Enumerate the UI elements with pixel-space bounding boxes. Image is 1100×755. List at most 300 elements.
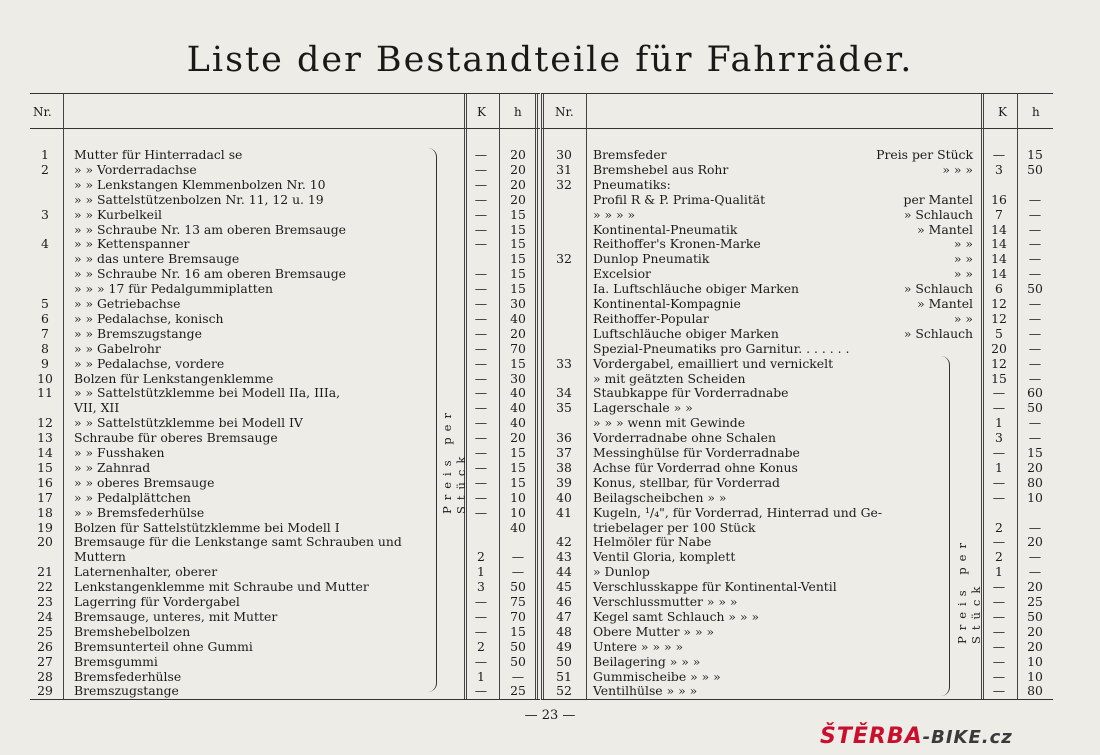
row-price-h: 15	[510, 221, 526, 237]
row-description: Bolzen für Lenkstangenklemme	[74, 370, 274, 386]
row-price-h: 50	[1027, 281, 1043, 297]
row-price-h: 20	[510, 176, 526, 192]
row-number: 19	[37, 519, 53, 535]
row-price-h: 60	[1027, 385, 1043, 401]
row-description: » » Pedalachse, vordere	[74, 355, 225, 371]
row-number: 2	[41, 161, 49, 177]
row-price-h: —	[1028, 340, 1042, 356]
row-price-k: —	[474, 355, 488, 371]
row-description: » » » »	[593, 206, 636, 222]
row-price-h: —	[1028, 221, 1042, 237]
row-number: 8	[41, 340, 49, 356]
table-row	[541, 445, 1053, 460]
row-description: Reithoffer-Popular	[593, 310, 709, 326]
table-row	[541, 207, 1053, 222]
row-price-h: 10	[1027, 653, 1043, 669]
row-price-h: 15	[510, 474, 526, 490]
parts-table-right	[541, 93, 1053, 700]
row-price-k: 15	[991, 370, 1007, 386]
row-description: Kontinental-Kompagnie	[593, 296, 741, 311]
row-price-h: 20	[1027, 459, 1043, 475]
row-price-h: 15	[510, 266, 526, 282]
row-number: 38	[556, 459, 572, 475]
row-number: 34	[556, 385, 572, 401]
row-price-k: —	[474, 221, 488, 237]
row-description: » » Pedalachse, konisch	[74, 310, 224, 326]
row-price-h: 40	[510, 310, 526, 326]
table-row	[541, 192, 1053, 207]
row-number: 47	[556, 608, 572, 624]
header-nr: Nr.	[555, 105, 574, 119]
header-k: K	[477, 105, 486, 119]
row-description: » » oberes Bremsauge	[74, 474, 215, 490]
row-price-unit: Preis per Stück	[876, 147, 973, 162]
row-price-h: 15	[510, 445, 526, 460]
table-row	[541, 490, 1053, 505]
row-number: 37	[556, 445, 572, 460]
row-description: » » Gabelrohr	[74, 340, 161, 356]
row-price-h: 10	[1027, 668, 1043, 684]
row-price-k: 3	[995, 161, 1003, 177]
table-row	[30, 207, 540, 222]
row-price-k: 1	[995, 564, 1003, 580]
row-price-h: 50	[1027, 608, 1043, 624]
row-price-h: 20	[1027, 534, 1043, 550]
row-price-unit: » »	[953, 236, 973, 252]
row-price-unit: » Mantel	[917, 296, 973, 311]
row-number: 16	[37, 474, 53, 490]
table-row	[541, 177, 1053, 192]
row-price-h: —	[1028, 430, 1042, 446]
table-row	[541, 236, 1053, 251]
row-number: 30	[556, 147, 572, 162]
header-h: h	[1032, 105, 1040, 119]
row-price-k: —	[474, 474, 488, 490]
row-number: 32	[556, 251, 572, 267]
row-description: Dunlop Pneumatik	[593, 251, 710, 267]
row-number: 42	[556, 534, 572, 550]
row-price-k: —	[992, 638, 1006, 654]
table-row	[541, 371, 1053, 386]
row-number: 6	[41, 310, 49, 326]
row-description: » » Kurbelkeil	[74, 206, 162, 222]
parts-table-left	[30, 93, 540, 700]
row-price-k: —	[992, 653, 1006, 669]
row-number: 9	[41, 355, 49, 371]
row-price-k: 3	[477, 579, 485, 595]
watermark-part2: -BIKE.cz	[922, 727, 1013, 748]
row-number: 1	[41, 147, 49, 162]
row-number: 10	[37, 370, 53, 386]
row-number: 4	[41, 236, 49, 252]
row-price-h: 75	[510, 594, 526, 609]
row-description: Lagerschale » »	[593, 400, 693, 416]
row-price-h: 15	[510, 459, 526, 475]
table-row	[541, 266, 1053, 281]
table-row	[541, 534, 1053, 549]
row-description: » » Vorderradachse	[74, 161, 197, 177]
row-price-k: —	[474, 325, 488, 341]
row-price-k: —	[474, 161, 488, 177]
row-price-k: 1	[995, 459, 1003, 475]
row-number: 50	[556, 653, 572, 669]
row-price-k: 20	[991, 340, 1007, 356]
row-price-k: —	[992, 623, 1006, 639]
row-price-h: —	[1028, 415, 1042, 431]
row-number: 14	[37, 445, 53, 460]
row-description: VII, XII	[74, 400, 120, 416]
table-row	[541, 609, 1053, 624]
row-description: Profil R & P. Prima-Qualität	[593, 191, 766, 207]
row-price-h: 50	[1027, 400, 1043, 416]
table-row	[541, 385, 1053, 400]
row-price-h: 20	[510, 325, 526, 341]
row-description: » » Schraube Nr. 13 am oberen Bremsauge	[74, 221, 347, 237]
row-number: 52	[556, 683, 572, 699]
row-price-h: 20	[510, 191, 526, 207]
row-price-k: 14	[991, 221, 1007, 237]
row-price-k: 14	[991, 236, 1007, 252]
table-row	[541, 341, 1053, 356]
row-price-k: 2	[477, 638, 485, 654]
row-description: Excelsior	[593, 266, 651, 282]
row-description: Beilagering » » »	[593, 653, 701, 669]
row-number: 44	[556, 564, 572, 580]
table-row	[30, 624, 540, 639]
row-price-k: —	[992, 608, 1006, 624]
row-price-unit: » Mantel	[917, 221, 973, 237]
row-price-h: 15	[510, 251, 526, 267]
table-row	[30, 311, 540, 326]
row-number: 26	[37, 638, 53, 654]
row-price-h: 20	[1027, 638, 1043, 654]
row-price-k: —	[992, 445, 1006, 460]
row-price-k: —	[474, 430, 488, 446]
table-row	[30, 177, 540, 192]
row-number: 18	[37, 504, 53, 520]
row-price-h: —	[1028, 310, 1042, 326]
table-row	[30, 505, 540, 520]
table-row	[30, 341, 540, 356]
table-row	[541, 222, 1053, 237]
row-price-h: —	[1028, 564, 1042, 580]
table-row	[30, 534, 540, 549]
row-price-k: 3	[995, 430, 1003, 446]
row-price-k: —	[474, 459, 488, 475]
row-description: Konus, stellbar, für Vorderrad	[593, 474, 780, 490]
row-number: 23	[37, 594, 53, 609]
row-price-k: —	[992, 594, 1006, 609]
row-number: 43	[556, 549, 572, 565]
row-description: Verschlussmutter » » »	[593, 594, 738, 609]
row-price-unit: » » »	[942, 161, 973, 177]
row-number: 13	[37, 430, 53, 446]
price-note: Preis per Stück	[955, 537, 983, 644]
table-row	[541, 326, 1053, 341]
row-price-h: —	[1028, 370, 1042, 386]
row-number: 22	[37, 579, 53, 595]
page-number: — 23 —	[524, 708, 576, 723]
table-row	[30, 520, 540, 535]
row-price-k: 1	[477, 564, 485, 580]
row-description: Lenkstangenklemme mit Schraube und Mutter	[74, 579, 369, 595]
table-row	[30, 475, 540, 490]
row-number: 51	[556, 668, 572, 684]
table-row	[30, 400, 540, 415]
row-description: Bremsauge für die Lenkstange samt Schrauben und	[74, 534, 402, 550]
row-price-k: 2	[995, 549, 1003, 565]
row-description: Bremsfederhülse	[74, 668, 182, 684]
row-number: 15	[37, 459, 53, 475]
table-header	[541, 94, 1053, 129]
row-price-k: —	[474, 310, 488, 326]
row-price-h: 15	[510, 623, 526, 639]
row-price-h: 20	[1027, 623, 1043, 639]
row-price-h: —	[511, 668, 525, 684]
table-row	[30, 266, 540, 281]
row-price-k: —	[474, 191, 488, 207]
table-row	[30, 371, 540, 386]
row-price-h: 40	[510, 400, 526, 416]
row-number: 49	[556, 638, 572, 654]
row-price-k: —	[474, 281, 488, 297]
table-row	[541, 683, 1053, 698]
table-row	[30, 654, 540, 669]
row-description: Beilagscheibchen » »	[593, 489, 727, 505]
table-row	[541, 356, 1053, 371]
table-row	[541, 564, 1053, 579]
row-number: 5	[41, 296, 49, 311]
row-number: 48	[556, 623, 572, 639]
header-nr: Nr.	[33, 105, 52, 119]
row-price-h: 15	[510, 236, 526, 252]
row-description: » » Bremsfederhülse	[74, 504, 205, 520]
row-price-k: —	[474, 147, 488, 162]
row-price-h: 40	[510, 385, 526, 401]
row-price-k: —	[992, 474, 1006, 490]
row-description: Mutter für Hinterradacl se	[74, 147, 243, 162]
row-description: Ventil Gloria, komplett	[593, 549, 736, 565]
table-row	[30, 356, 540, 371]
row-price-h: 50	[1027, 161, 1043, 177]
row-price-k: —	[474, 266, 488, 282]
row-price-unit: » Schlauch	[903, 325, 973, 341]
row-price-h: 10	[510, 489, 526, 505]
row-description: » » Pedalplättchen	[74, 489, 191, 505]
row-price-h: —	[1028, 296, 1042, 311]
row-description: » » Lenkstangen Klemmenbolzen Nr. 10	[74, 176, 326, 192]
table-row	[30, 460, 540, 475]
row-description: Schraube für oberes Bremsauge	[74, 430, 278, 446]
row-description: » mit geätzten Scheiden	[593, 370, 746, 386]
row-number: 20	[37, 534, 53, 550]
row-number: 11	[37, 385, 53, 401]
row-description: » » Kettenspanner	[74, 236, 190, 252]
row-description: Staubkappe für Vorderradnabe	[593, 385, 789, 401]
row-price-h: —	[1028, 325, 1042, 341]
row-price-unit: per Mantel	[903, 191, 973, 207]
row-price-h: 80	[1027, 474, 1043, 490]
row-price-unit: » Schlauch	[903, 206, 973, 222]
row-description: Achse für Vorderrad ohne Konus	[593, 459, 798, 475]
row-price-k: —	[474, 236, 488, 252]
row-number: 28	[37, 668, 53, 684]
row-description: Pneumatiks:	[593, 176, 671, 192]
row-description: Kegel samt Schlauch » » »	[593, 608, 760, 624]
row-price-k: —	[992, 668, 1006, 684]
table-row	[30, 549, 540, 564]
row-description: » » Fusshaken	[74, 445, 165, 460]
table-row	[541, 162, 1053, 177]
row-description: » » Sattelstützklemme bei Modell IV	[74, 415, 303, 431]
table-row	[30, 296, 540, 311]
row-price-h: —	[1028, 355, 1042, 371]
table-row	[541, 415, 1053, 430]
row-price-k: —	[474, 206, 488, 222]
row-price-h: —	[1028, 519, 1042, 535]
row-price-k: 14	[991, 266, 1007, 282]
table-row	[30, 162, 540, 177]
row-price-k: —	[474, 370, 488, 386]
row-price-h: 15	[510, 355, 526, 371]
table-row	[30, 236, 540, 251]
row-number: 3	[41, 206, 49, 222]
row-description: » » Bremszugstange	[74, 325, 202, 341]
row-number: 33	[556, 355, 572, 371]
row-price-k: 12	[991, 310, 1007, 326]
header-h: h	[514, 105, 522, 119]
row-number: 39	[556, 474, 572, 490]
row-description: Bremshebelbolzen	[74, 623, 191, 639]
table-row	[30, 579, 540, 594]
row-description: Bremsunterteil ohne Gummi	[74, 638, 253, 654]
table-row	[541, 549, 1053, 564]
row-price-h: 70	[510, 608, 526, 624]
row-price-k: 12	[991, 355, 1007, 371]
row-price-k: 6	[995, 281, 1003, 297]
table-row	[541, 296, 1053, 311]
row-number: 31	[556, 161, 572, 177]
row-description: Bolzen für Sattelstützklemme bei Modell I	[74, 519, 340, 535]
row-description: Bremszugstange	[74, 683, 179, 699]
row-price-k: —	[474, 385, 488, 401]
row-description: Vordergabel, emailliert und vernickelt	[593, 355, 834, 371]
table-row	[30, 147, 540, 162]
row-price-k: —	[474, 296, 488, 311]
row-price-k: —	[474, 489, 488, 505]
row-number: 36	[556, 430, 572, 446]
row-description: Spezial-Pneumatiks pro Garnitur. . . . . . .	[593, 340, 850, 356]
row-price-k: —	[474, 504, 488, 520]
table-row	[541, 430, 1053, 445]
row-price-k: —	[474, 653, 488, 669]
row-description: » » Zahnrad	[74, 459, 151, 475]
row-number: 29	[37, 683, 53, 699]
row-price-unit: » »	[953, 266, 973, 282]
row-price-h: —	[1028, 236, 1042, 252]
watermark-part1: ŠTĚRBA	[820, 724, 923, 749]
row-price-k: 2	[477, 549, 485, 565]
table-row	[30, 192, 540, 207]
table-row	[30, 326, 540, 341]
row-description: Lagerring für Vordergabel	[74, 594, 240, 609]
row-price-k: 14	[991, 251, 1007, 267]
row-price-h: —	[1028, 206, 1042, 222]
table-row	[541, 520, 1053, 535]
row-description: Helmöler für Nabe	[593, 534, 712, 550]
table-row	[541, 147, 1053, 162]
row-price-k: —	[474, 176, 488, 192]
table-row	[30, 445, 540, 460]
row-price-h: —	[511, 564, 525, 580]
row-description: Bremsfeder	[593, 147, 667, 162]
row-description: Reithoffer's Kronen-Marke	[593, 236, 761, 252]
row-price-k: —	[474, 445, 488, 460]
row-description: » » Getriebachse	[74, 296, 181, 311]
row-price-h: 80	[1027, 683, 1043, 699]
price-note: Preis per Stück	[440, 407, 468, 514]
row-price-k: —	[474, 400, 488, 416]
row-price-h: —	[1028, 266, 1042, 282]
row-number: 12	[37, 415, 53, 431]
row-price-h: 20	[1027, 579, 1043, 595]
table-row	[30, 639, 540, 654]
row-description: Bremsgummi	[74, 653, 158, 669]
row-price-h: 25	[1027, 594, 1043, 609]
row-price-h: —	[1028, 549, 1042, 565]
row-number: 45	[556, 579, 572, 595]
row-number: 41	[556, 504, 572, 520]
row-description: » » Sattelstützklemme bei Modell IIa, IIIa,	[74, 385, 341, 401]
table-row	[541, 594, 1053, 609]
row-price-h: 15	[1027, 147, 1043, 162]
row-number: 40	[556, 489, 572, 505]
row-description: » » » wenn mit Gewinde	[593, 415, 746, 431]
row-price-h: 40	[510, 519, 526, 535]
row-description: Bremsauge, unteres, mit Mutter	[74, 608, 278, 624]
row-price-k: 16	[991, 191, 1007, 207]
table-row	[30, 683, 540, 698]
row-price-unit: » »	[953, 251, 973, 267]
row-description: » » Sattelstützenbolzen Nr. 11, 12 u. 19	[74, 191, 324, 207]
row-number: 21	[37, 564, 53, 580]
row-price-h: 20	[510, 430, 526, 446]
row-price-k: —	[474, 623, 488, 639]
table-row	[30, 281, 540, 296]
row-number: 25	[37, 623, 53, 639]
row-number: 7	[41, 325, 49, 341]
row-price-k: 7	[995, 206, 1003, 222]
row-price-k: 5	[995, 325, 1003, 341]
row-price-k: —	[474, 340, 488, 356]
row-description: Luftschläuche obiger Marken	[593, 325, 779, 341]
header-k: K	[998, 105, 1007, 119]
row-description: Untere » » » »	[593, 638, 684, 654]
row-price-h: 70	[510, 340, 526, 356]
row-number: 46	[556, 594, 572, 609]
table-row	[30, 490, 540, 505]
table-row	[541, 669, 1053, 684]
row-price-k: 12	[991, 296, 1007, 311]
row-price-h: —	[1028, 191, 1042, 207]
row-price-h: 20	[510, 161, 526, 177]
row-price-k: —	[474, 683, 488, 699]
table-row	[541, 251, 1053, 266]
row-price-k: 2	[995, 519, 1003, 535]
row-price-unit: » Schlauch	[903, 281, 973, 297]
table-row	[541, 654, 1053, 669]
table-row	[30, 222, 540, 237]
